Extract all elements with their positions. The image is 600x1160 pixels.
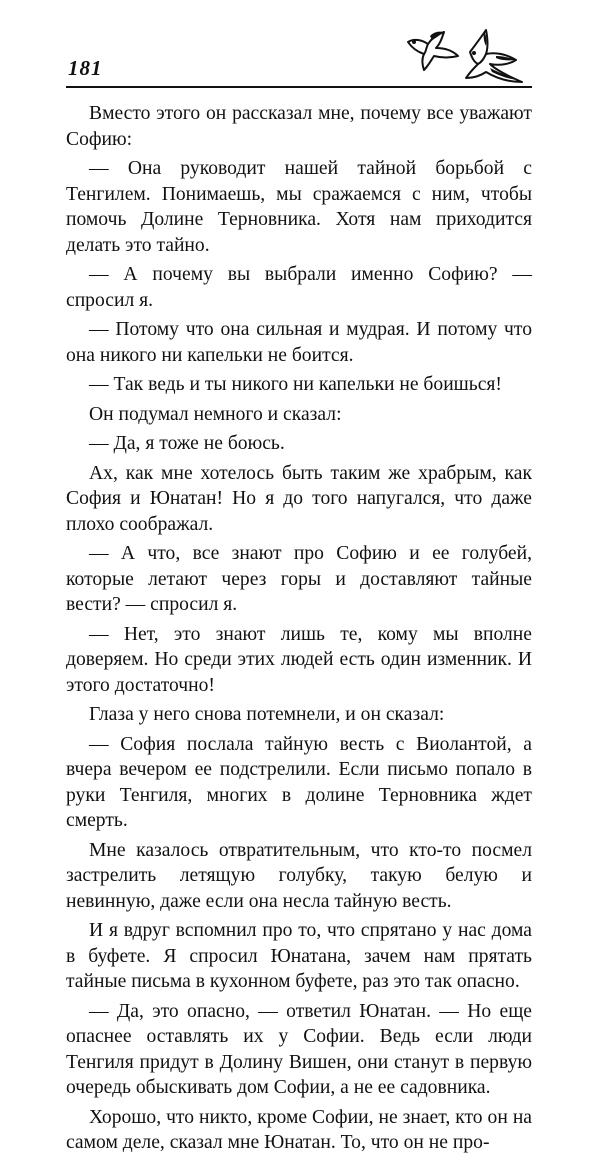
paragraph: — Да, я тоже не боюсь. <box>89 433 285 454</box>
paragraph: — София послала тайную весть с Виолантой, а вчера вечером ее подстрелили. Если письмо попало в руки Тенгиля, многих в долине Терновника ждет смерть. <box>66 733 532 831</box>
page-number: 181 <box>68 56 103 80</box>
doves-icon <box>400 22 534 88</box>
paragraph: — Потому что она сильная и мудрая. И потому что она никого ни капельки не боится. <box>66 319 532 366</box>
paragraph: Он подумал немного и сказал: <box>89 403 342 425</box>
paragraph: — Так ведь и ты никого ни капельки не боишься! <box>89 374 502 395</box>
paragraph: — Она руководит нашей тайной борьбой с Тенгилем. Понимаешь, мы сражаемся с ним, чтобы помочь Долине Терновника. Хотя нам приходится делать это тайно. <box>66 158 532 256</box>
paragraph: И я вдруг вспомнил про то, что спрятано у нас дома в буфете. Я спросил Юнатана, зачем нам прятать тайные письма в кухонном буфете, раз это так опасно. <box>66 920 532 992</box>
paragraph: Вместо этого он рассказал мне, почему все уважают Софию: <box>66 103 532 150</box>
paragraph: — А что, все знают про Софию и ее голубей, которые летают через горы и доставляют тайные вести? — спросил я. <box>66 543 532 615</box>
paragraph: — А почему вы выбрали именно Софию? — спросил я. <box>66 264 532 311</box>
header-rule <box>66 86 532 88</box>
paragraph: Ах, как мне хотелось быть таким же храбрым, как София и Юнатан! Но я до того напугался, что даже плохо соображал. <box>66 462 532 535</box>
paragraph: Хорошо, что никто, кроме Софии, не знает, кто он на самом деле, сказал мне Юнатан. То, что он не про- <box>66 1106 532 1153</box>
paragraph: Глаза у него снова потемнели, и он сказал: <box>89 704 445 725</box>
paragraph: — Да, это опасно, — ответил Юнатан. — Но еще опаснее оставлять их у Софии. Ведь если люди Тенгиля придут в Долину Вишен, они станут в первую очередь обыскивать дом Софии, а не ее садовника. <box>66 1000 532 1098</box>
body-text <box>66 101 532 1160</box>
paragraph: — Нет, это знают лишь те, кому мы вполне доверяем. Но среди этих людей есть один изменник. И этого достаточно! <box>66 623 532 696</box>
paragraph: Мне казалось отвратительным, что кто-то посмел застрелить летящую голубку, такую белую и невинную, даже если она несла тайную весть. <box>66 839 532 912</box>
